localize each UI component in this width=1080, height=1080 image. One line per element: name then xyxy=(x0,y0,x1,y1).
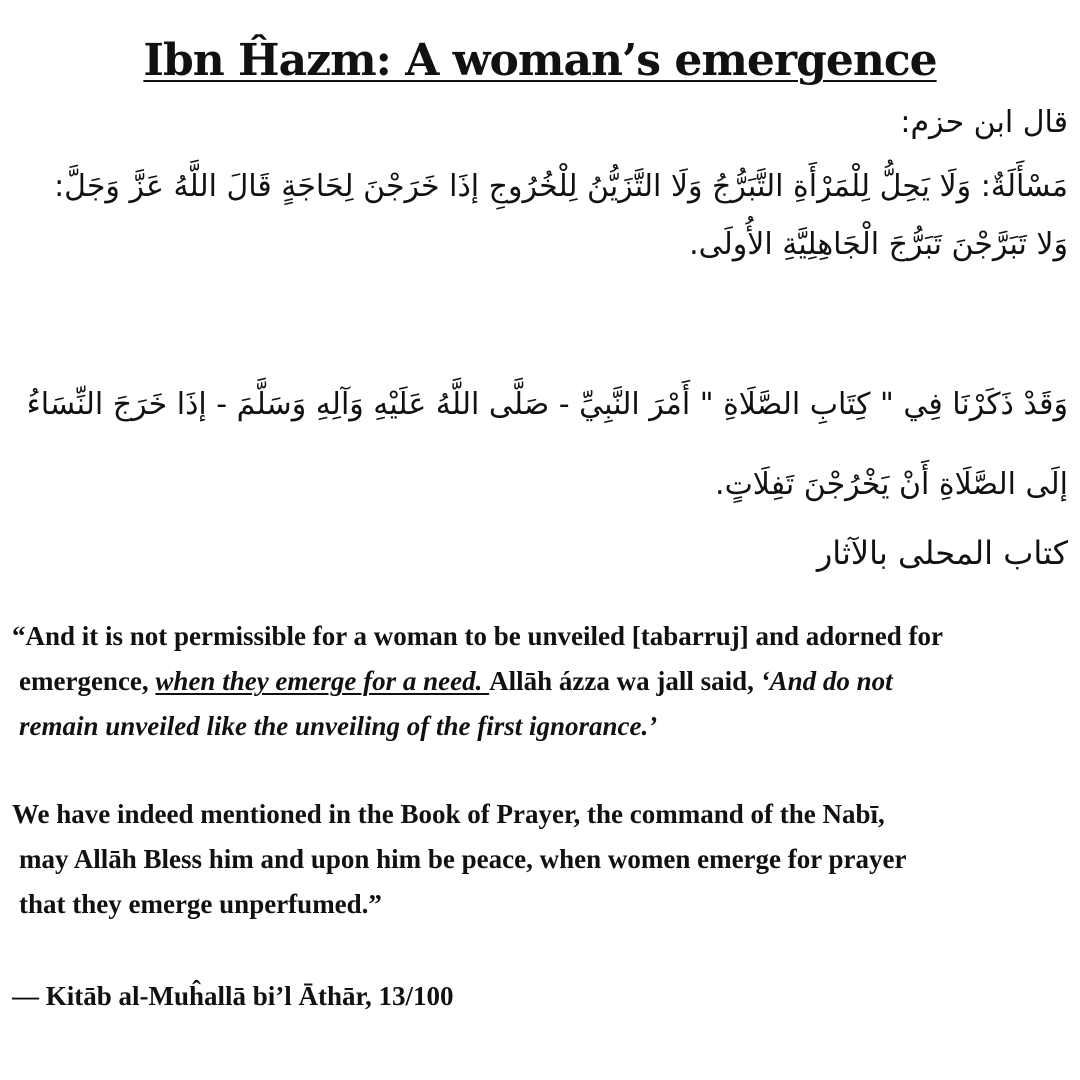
arabic-paragraph-1-line-2: وَلا تَبَرَّجْنَ تَبَرُّجَ الْجَاهِلِيَّةِ الأُولَى. xyxy=(689,227,1068,262)
citation: — Kitāb al-Muĥallā bi’l Āthār, 13/100 xyxy=(12,981,454,1011)
arabic-paragraph-1-line-1: مَسْأَلَةٌ: وَلَا يَحِلُّ لِلْمَرْأَةِ التَّبَرُّجُ وَلَا التَّزَيُّنُ لِلْخُرُوجِ إذَا خَرَجْنَ لِحَاجَةٍ قَالَ اللَّهُ عَزَّ وَجَلَّ: xyxy=(54,169,1068,204)
arabic-source-title: كتاب المحلى بالآثار xyxy=(816,534,1068,572)
arabic-paragraph-2-line-2: إلَى الصَّلَاةِ أَنْ يَخْرُجْنَ تَفِلَاتٍ. xyxy=(715,467,1068,502)
italic-quote-line: remain unveiled like the unveiling of the first ignorance.’ xyxy=(19,711,658,741)
arabic-paragraph-2-line-1: وَقَدْ ذَكَرْنَا فِي " كِتَابِ الصَّلَاةِ " أَمْرَ النَّبِيِّ - صَلَّى اللَّهُ عَلَيْهِ وَآلِهِ وَسَلَّمَ - إذَا خَرَجَ النِّسَاءُ xyxy=(26,387,1068,422)
quote-line: We have indeed mentioned in the Book of Prayer, the command of the Nabī, xyxy=(12,799,885,829)
english-quote-paragraph-2 xyxy=(12,792,1072,927)
quote-line: may Allāh Bless him and upon him be peace, when women emerge for prayer xyxy=(19,844,907,874)
underlined-emphasis: when they emerge for a need. xyxy=(155,666,490,696)
arabic-intro: قال ابن حزم: xyxy=(900,105,1068,140)
english-quote-paragraph-1 xyxy=(12,614,1072,749)
quote-text: emergence, xyxy=(19,666,156,696)
quote-text: Allāh ázza wa jall said, xyxy=(489,666,761,696)
quote-line xyxy=(12,659,1072,704)
italic-quote: ‘And do not xyxy=(760,666,893,696)
quote-line: that they emerge unperfumed.” xyxy=(19,889,382,919)
page-title: Ibn Ĥazm: A woman’s emergence xyxy=(143,35,937,86)
quote-line: “And it is not permissible for a woman to be unveiled [tabarruj] and adorned for xyxy=(12,621,944,651)
